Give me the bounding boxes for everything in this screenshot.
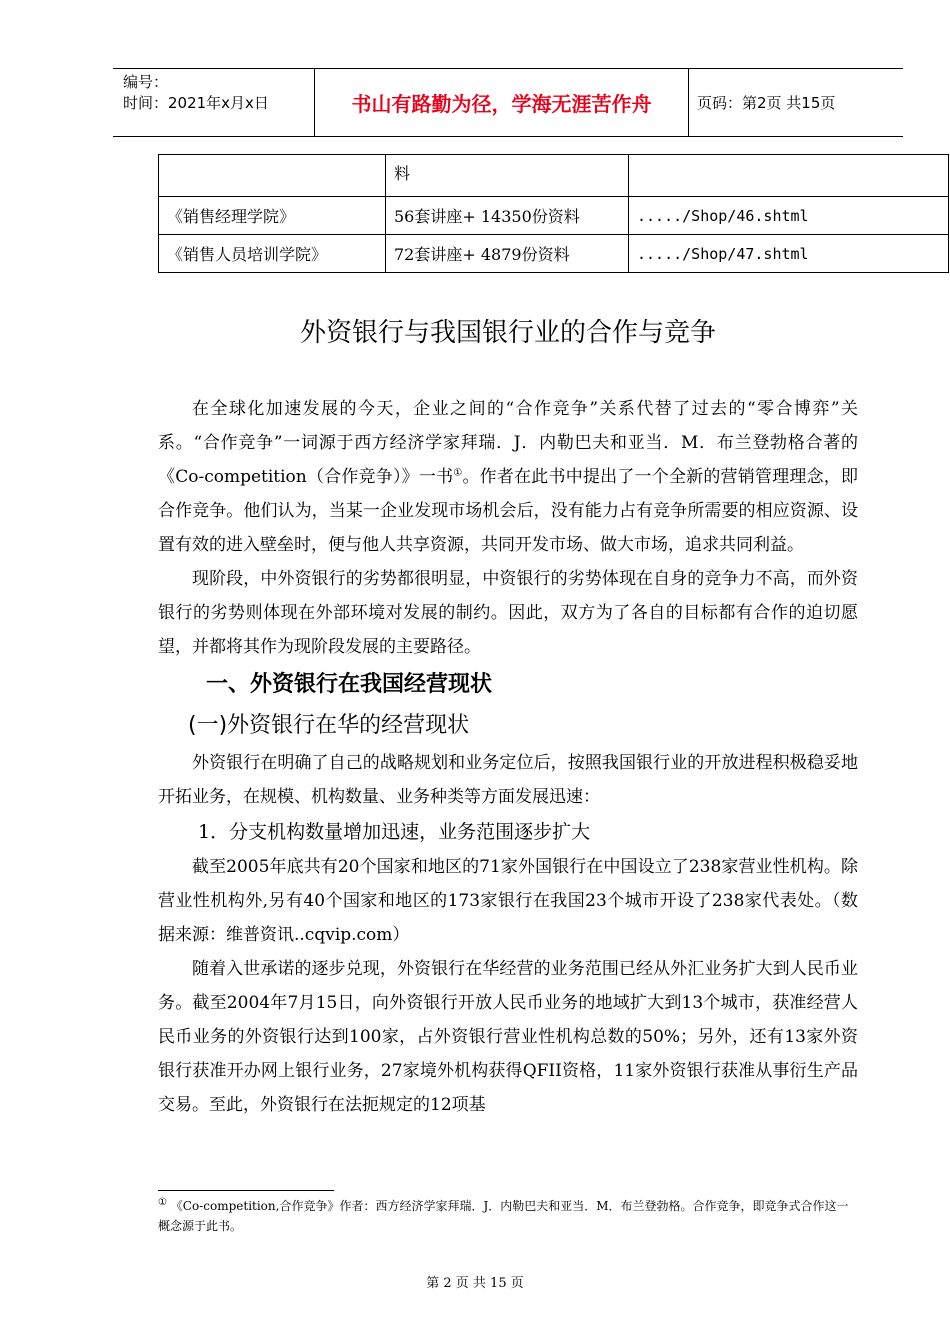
table-row (159, 197, 949, 235)
paragraph: 随着入世承诺的逐步兑现，外资银行在华经营的业务范围已经从外汇业务扩大到人民币业务。截至2004年7月15日，向外资银行开放人民币业务的地域扩大到13个城市，获准经营人民币业务的外资银行达到100家，占外资银行营业性机构总数的50%；另外，还有13家外资银行获准开办网上银行业务，27家境外机构获得QFII资格，11家外资银行获准从事衍生产品交易。至此，外资银行在法扼规定的12项基 (158, 959, 858, 1115)
table-cell-link[interactable]: ...../Shop/47.shtml (629, 235, 949, 273)
table-row (159, 235, 949, 273)
subsection-heading: (一)外资银行在华的经营现状 (188, 713, 470, 738)
paragraph-text: 在全球化加速发展的今天，企业之间的“合作竞争”关系代替了过去的“零合博弈”关系。“合作竞争”一词源于西方经济学家拜瑞．J．内勒巴夫和亚当．M．布兰登勃格合著的《Co-competition（合作竞争）》一书 (158, 399, 858, 487)
table-cell-link (629, 155, 949, 197)
section-heading: 一、外资银行在我国经营现状 (206, 672, 493, 697)
table-cell-count: 56套讲座+ 14350份资料 (386, 197, 629, 235)
table-cell-name (159, 155, 386, 197)
paragraph-intro-2: 现阶段，中外资银行的劣势都很明显，中资银行的劣势体现在自身的竞争力不高，而外资银行的劣势则体现在外部环境对发展的制约。因此，双方为了各自的目标都有合作的迫切愿望，并都将其作为现阶段发展的主要路径。 (158, 569, 858, 657)
header-motto: 书山有路勤为径，学海无涯苦作舟 (315, 69, 689, 136)
table-cell-name: 《销售人员培训学院》 (159, 235, 386, 273)
header-page-info: 页码：第2页 共15页 (697, 94, 836, 112)
table-row (159, 155, 949, 197)
resource-table (158, 154, 949, 273)
time-label: 时间：2021年x月x日 (123, 94, 269, 112)
paragraph: 截至2005年底共有20个国家和地区的71家外国银行在中国设立了238家营业性机构。除营业性机构外,另有40个国家和地区的173家银行在我国23个城市开设了238家代表处。（数据来源：维普资讯..cqvip.com） (158, 857, 858, 945)
footnote-divider (158, 1190, 334, 1191)
footnote (158, 1196, 858, 1236)
table-cell-count: 料 (386, 155, 629, 197)
document-body (158, 392, 858, 1122)
code-label: 编号： (123, 73, 169, 91)
page-footer: 第 2 页 共 15 页 (426, 1276, 524, 1291)
paragraph: 外资银行在明确了自己的战略规划和业务定位后，按照我国银行业的开放进程积极稳妥地开拓业务，在规模、机构数量、业务种类等方面发展迅速： (158, 753, 858, 807)
paragraph-intro-1 (158, 392, 858, 562)
page-header (113, 68, 903, 137)
table-cell-count: 72套讲座+ 4879份资料 (386, 235, 629, 273)
paragraph-text: 。作者在此书中提出了一个全新的营销管理理念，即合作竞争。他们认为，当某一企业发现市场机会后，没有能力占有竞争所需要的相应资源、设置有效的进入壁垒时，便与他人共享资源，共同开发市场、做大市场，追求共同利益。 (158, 467, 858, 555)
footnote-mark: ① (158, 1197, 167, 1208)
header-meta (113, 69, 315, 136)
sub-subsection-heading: 1．分支机构数量增加迅速，业务范围逐步扩大 (198, 821, 591, 843)
table-cell-name: 《销售经理学院》 (159, 197, 386, 235)
footnote-text: 《Co-competition,合作竞争》作者：西方经济学家拜瑞．J．内勒巴夫和亚当．M．布兰登勃格。合作竞争，即竞争式合作这一概念源于此书。 (158, 1199, 849, 1233)
table-cell-link[interactable]: ...../Shop/46.shtml (629, 197, 949, 235)
footnote-reference[interactable]: ① (453, 467, 463, 479)
document-title: 外资银行与我国银行业的合作与竞争 (299, 318, 716, 348)
